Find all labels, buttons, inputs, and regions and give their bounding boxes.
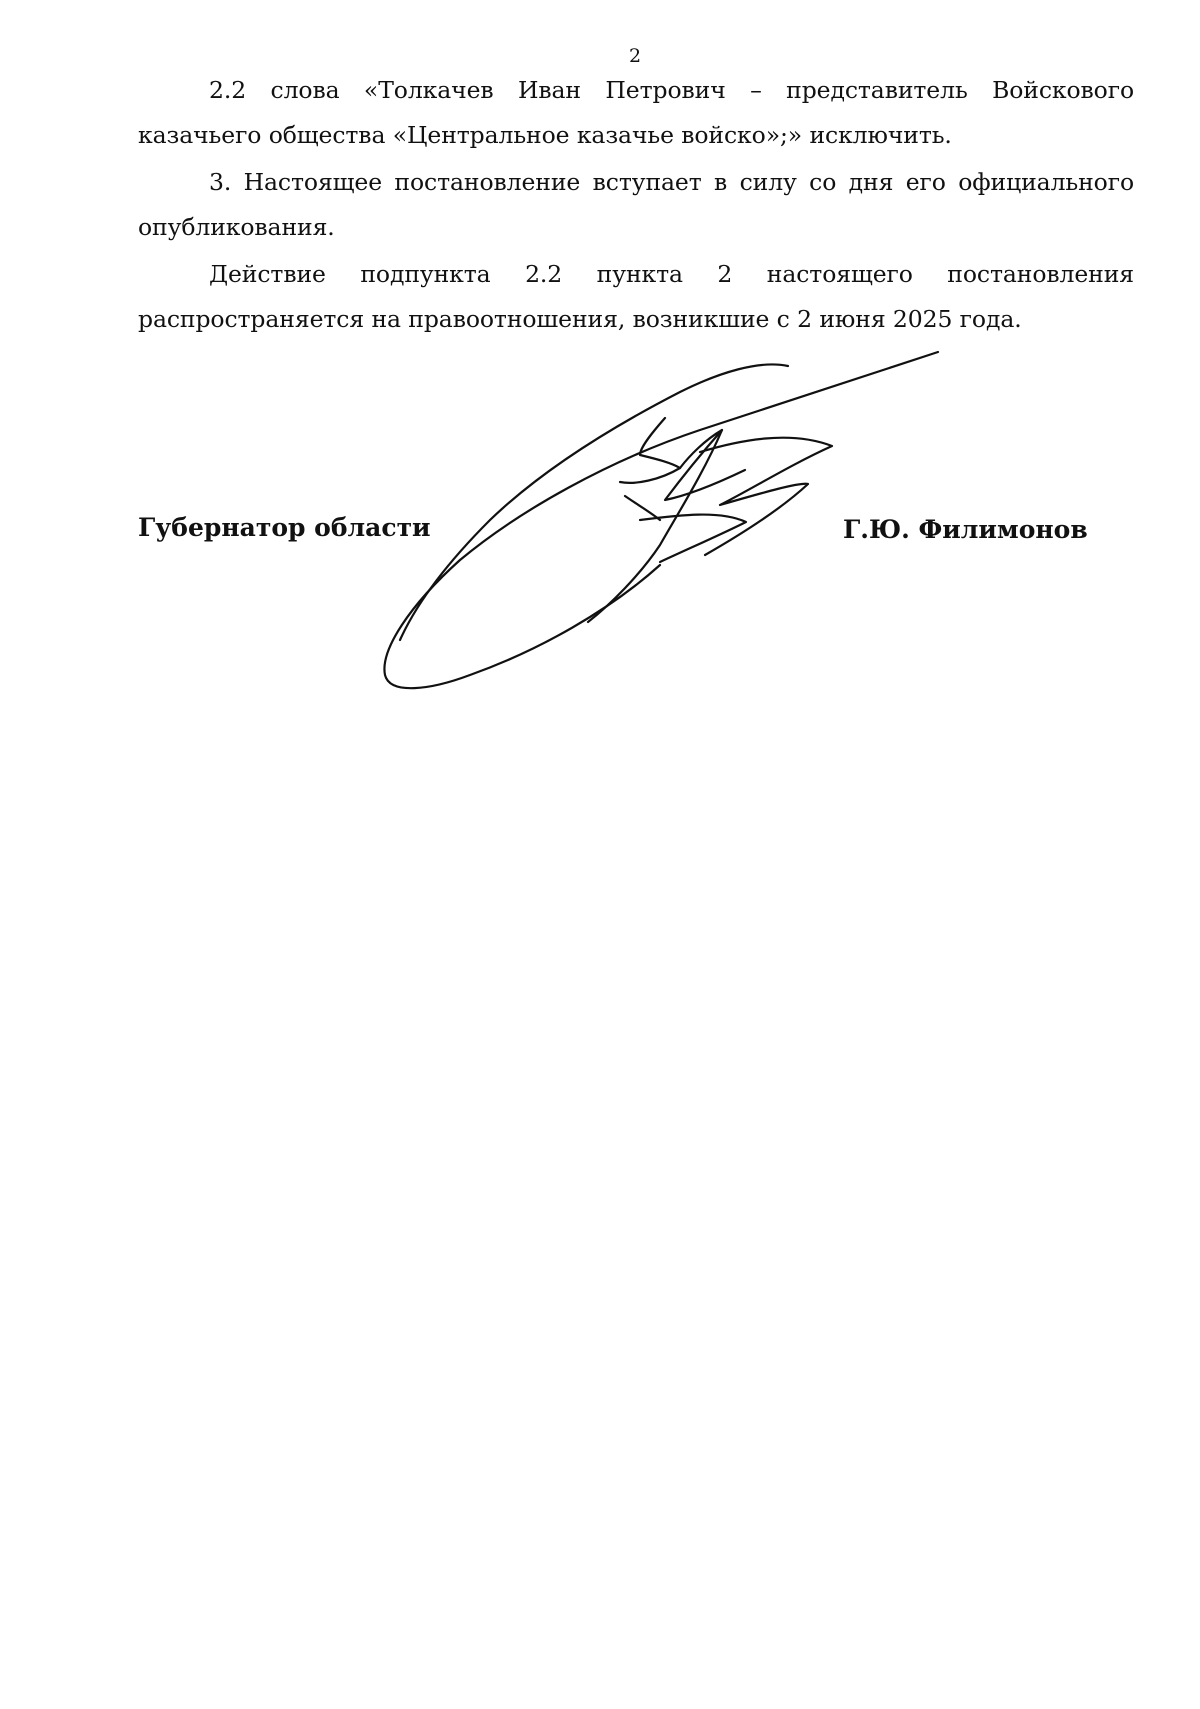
signer-position: Губернатор области xyxy=(138,513,431,542)
page-number: 2 xyxy=(628,45,642,67)
paragraph-effect: Действие подпункта 2.2 пункта 2 настоящего постановления распространяется на правоотношения, возникшие с 2 июня 2025 года. xyxy=(138,260,1134,333)
signer-name: Г.Ю. Филимонов xyxy=(843,515,1088,544)
paragraph-2-2: 2.2 слова «Толкачев Иван Петрович – представитель Войскового казачьего общества «Центральное казачье войско»;» исключить. xyxy=(138,76,1134,149)
document-body xyxy=(138,68,1134,342)
paragraph-3: 3. Настоящее постановление вступает в силу со дня его официального опубликования. xyxy=(138,168,1134,241)
